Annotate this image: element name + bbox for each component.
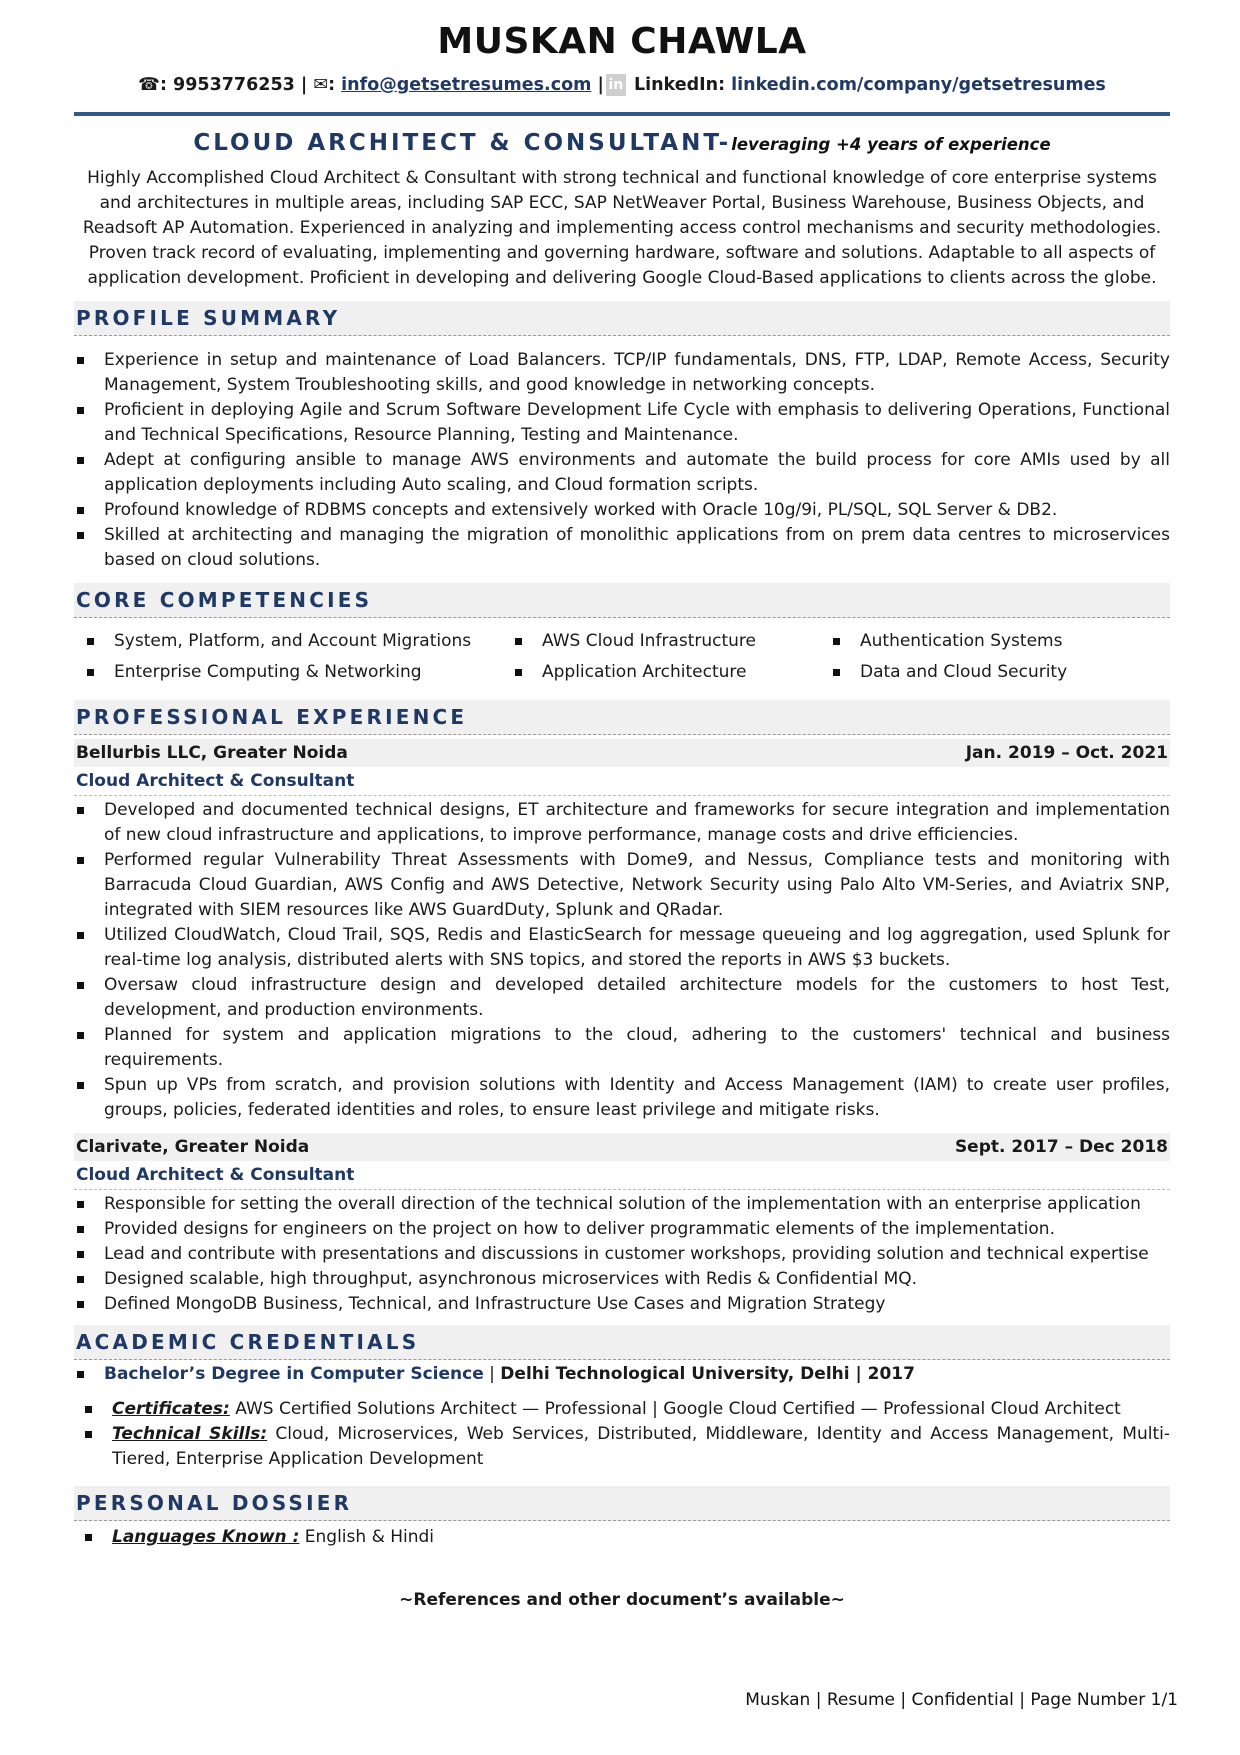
section-header-academic: [74, 1325, 1170, 1360]
linkedin-icon: in: [606, 74, 626, 96]
degree-name: Bachelor’s Degree in Computer Science: [104, 1364, 484, 1384]
list-item: Lead and contribute with presentations and discussions in customer workshops, providing solution and technical expertise: [74, 1242, 1170, 1267]
skills-label: Technical Skills:: [112, 1424, 268, 1444]
list-item: Profound knowledge of RDBMS concepts and extensively worked with Oracle 10g/9i, PL/SQL, SQL Server & DB2.: [74, 498, 1170, 523]
contact-line: [74, 72, 1170, 98]
list-item: Adept at configuring ansible to manage AWS environments and automate the build process for core AMIs used by all application deployments including Auto scaling, and Cloud formation scripts.: [74, 448, 1170, 498]
list-item: Developed and documented technical designs, ET architecture and frameworks for secure integration and implementation of new cloud infrastructure and applications, to improve performance, manage costs and drive efficiencies.: [74, 798, 1170, 848]
list-item: Planned for system and application migrations to the cloud, adhering to the customers' technical and business requirements.: [74, 1023, 1170, 1073]
job-dates: Jan. 2019 – Oct. 2021: [965, 743, 1168, 763]
academic-list: [74, 1362, 1170, 1387]
job-duties-list: [74, 1192, 1170, 1317]
job-header: [74, 1133, 1170, 1161]
headline: [74, 128, 1170, 160]
certificates-value: AWS Certified Solutions Architect — Professional | Google Cloud Certified — Professional Cloud Architect: [235, 1399, 1121, 1419]
header-rule: [74, 112, 1170, 116]
job-role: Cloud Architect & Consultant: [74, 767, 1170, 796]
degree-item: [74, 1362, 1170, 1387]
linkedin-label: LinkedIn:: [633, 75, 726, 95]
job-dates: Sept. 2017 – Dec 2018: [954, 1137, 1168, 1157]
section-title: PERSONAL DOSSIER: [76, 1491, 353, 1515]
list-item: Utilized CloudWatch, Cloud Trail, SQS, Redis and ElasticSearch for message queueing and log aggregation, used Splunk for real-time log analysis, distributed alerts with SNS topics, and stored the reports in AWS $3 buckets.: [74, 923, 1170, 973]
email-link[interactable]: info@getsetresumes.com: [341, 75, 592, 95]
certificates-item: [82, 1397, 1170, 1422]
email-label: :: [328, 75, 336, 95]
languages-item: [82, 1525, 1170, 1550]
competency-item: Application Architecture: [512, 657, 830, 688]
list-item: Defined MongoDB Business, Technical, and Infrastructure Use Cases and Migration Strategy: [74, 1292, 1170, 1317]
competency-item: AWS Cloud Infrastructure: [512, 626, 830, 657]
job-header: [74, 739, 1170, 767]
list-item: Spun up VPs from scratch, and provision solutions with Identity and Access Management (IAM) to create user profiles, groups, policies, federated identities and roles, to ensure least privilege and mitigate risks.: [74, 1073, 1170, 1123]
skills-value: Cloud, Microservices, Web Services, Distributed, Middleware, Identity and Access Management, Multi-Tiered, Enterprise Application Development: [112, 1424, 1170, 1469]
headline-subtitle: leveraging +4 years of experience: [731, 135, 1051, 154]
candidate-name: MUSKAN CHAWLA: [437, 21, 807, 62]
job-duties-list: [74, 798, 1170, 1123]
contact-separator: |: [597, 75, 604, 95]
intro-paragraph: Highly Accomplished Cloud Architect & Consultant with strong technical and functional knowledge of core enterprise systems and architectures in multiple areas, including SAP ECC, SAP NetWeaver Portal, Business Warehouse, Business Objects, and Readsoft AP Automation. Experienced in analyzing and implementing access control mechanisms and security methodologies. Proven track record of evaluating, implementing and governing hardware, software and solutions. Adaptable to all aspects of application development. Proficient in developing and delivering Google Cloud-Based applications to clients across the globe.: [82, 168, 1162, 288]
competencies-grid: [74, 626, 1170, 688]
competency-item: Data and Cloud Security: [830, 657, 1160, 688]
references-note: ~References and other document’s available~: [399, 1590, 845, 1610]
languages-value: English & Hindi: [304, 1527, 435, 1547]
section-title: CORE COMPETENCIES: [76, 588, 373, 612]
page-footer: Muskan | Resume | Confidential | Page Number 1/1: [745, 1690, 1178, 1710]
job-company: Clarivate, Greater Noida: [76, 1137, 310, 1157]
competency-item: Enterprise Computing & Networking: [84, 657, 512, 688]
list-item: Performed regular Vulnerability Threat Assessments with Dome9, and Nessus, Compliance tests and monitoring with Barracuda Cloud Guardian, AWS Config and AWS Detective, Network Security using Palo Alto VM-Series, and Aviatrix SNP, integrated with SIEM resources like AWS GuardDuty, Splunk and QRadar.: [74, 848, 1170, 923]
headline-title: CLOUD ARCHITECT & CONSULTANT-: [193, 130, 732, 156]
list-item: Experience in setup and maintenance of Load Balancers. TCP/IP fundamentals, DNS, FTP, LDAP, Remote Access, Security Management, System Troubleshooting skills, and good knowledge in networking concepts.: [74, 348, 1170, 398]
dossier-list: [74, 1525, 1170, 1550]
certificates-label: Certificates:: [112, 1399, 230, 1419]
phone-icon: ☎: [138, 75, 160, 95]
linkedin-link[interactable]: linkedin.com/company/getsetresumes: [731, 75, 1106, 95]
phone-number: : 9953776253 |: [159, 75, 308, 95]
list-item: Proficient in deploying Agile and Scrum Software Development Life Cycle with emphasis to delivering Operations, Functional and Technical Specifications, Resource Planning, Testing and Maintenance.: [74, 398, 1170, 448]
list-item: Provided designs for engineers on the project on how to deliver programmatic elements of the implementation.: [74, 1217, 1170, 1242]
section-title: ACADEMIC CREDENTIALS: [76, 1330, 420, 1354]
languages-label: Languages Known :: [112, 1527, 300, 1547]
job-role: Cloud Architect & Consultant: [74, 1161, 1170, 1190]
degree-institution: Delhi Technological University, Delhi | 2017: [500, 1364, 915, 1384]
section-title: PROFESSIONAL EXPERIENCE: [76, 705, 468, 729]
degree-separator: |: [489, 1364, 495, 1384]
section-header-core-competencies: [74, 583, 1170, 618]
section-title: PROFILE SUMMARY: [76, 306, 341, 330]
competency-item: System, Platform, and Account Migrations: [84, 626, 512, 657]
certifications-list: [74, 1397, 1170, 1472]
list-item: Designed scalable, high throughput, asynchronous microservices with Redis & Confidential MQ.: [74, 1267, 1170, 1292]
resume-page: [74, 18, 1170, 1610]
skills-item: [82, 1422, 1170, 1472]
section-header-dossier: [74, 1486, 1170, 1521]
section-header-profile-summary: [74, 301, 1170, 336]
section-header-experience: [74, 700, 1170, 735]
email-icon: ✉: [313, 75, 329, 95]
profile-summary-list: [74, 348, 1170, 573]
list-item: Responsible for setting the overall direction of the technical solution of the implementation with an enterprise application: [74, 1192, 1170, 1217]
competency-item: Authentication Systems: [830, 626, 1160, 657]
job-company: Bellurbis LLC, Greater Noida: [76, 743, 348, 763]
list-item: Oversaw cloud infrastructure design and developed detailed architecture models for the customers to host Test, development, and production environments.: [74, 973, 1170, 1023]
list-item: Skilled at architecting and managing the migration of monolithic applications from on prem data centres to microservices based on cloud solutions.: [74, 523, 1170, 573]
